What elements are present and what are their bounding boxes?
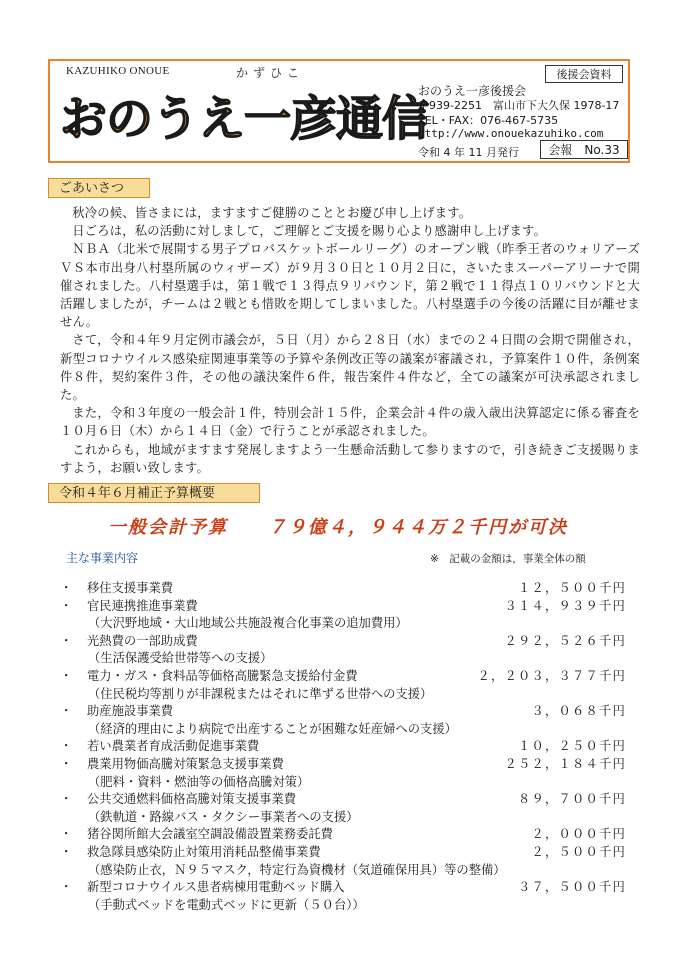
romaji-name: KAZUHIKO ONOUE — [66, 65, 170, 77]
bullet-icon: ・ — [60, 668, 73, 683]
organization-url[interactable]: http://www.onouekazuhiko.com — [418, 127, 604, 140]
bullet-icon: ・ — [60, 827, 73, 842]
bullet-icon: ・ — [60, 792, 73, 807]
greeting-paragraph: また，令和３年度の一般会計１件，特別会計１５件，企業会計４件の歳入歳出決算認定に係る審査を１０月６日（木）から１４日（金）で行うことが承認されました。 — [60, 406, 640, 439]
budget-subhead: 主な事業内容 — [66, 551, 139, 565]
budget-item-amount: ２，５００千円 — [531, 844, 626, 859]
bullet-icon: ・ — [60, 880, 73, 895]
budget-item — [60, 824, 626, 842]
budget-item-amount: ３７，５００千円 — [518, 880, 626, 895]
budget-item-name: 救急隊員感染防止対策用消耗品整備事業費 — [87, 844, 321, 859]
budget-item-detail: （手動式ベッドを電動式ベッドに更新（５０台）） — [88, 897, 365, 912]
bullet-icon: ・ — [60, 756, 73, 771]
budget-item-name: 農業用物価高騰対策緊急支援事業費 — [87, 756, 284, 771]
budget-item-name: 若い農業者育成活動促進事業費 — [87, 739, 260, 754]
budget-item-list — [60, 578, 626, 912]
budget-item — [60, 578, 626, 596]
greeting-paragraph: 秋冷の候、皆さまには，ますますご健勝のこととお慶び申し上げます。 — [72, 206, 472, 220]
budget-item — [60, 631, 626, 649]
budget-item-detail-row — [60, 895, 626, 913]
bullet-icon: ・ — [60, 598, 73, 613]
issue-number: 会報 No.33 — [540, 140, 628, 159]
budget-item-name: 助産施設事業費 — [87, 704, 174, 719]
bullet-icon: ・ — [60, 739, 73, 754]
budget-item-name: 公共交通燃料価格高騰対策支援事業費 — [87, 792, 297, 807]
budget-item-detail: （肥料・資料・燃油等の価格高騰対策） — [88, 774, 310, 789]
budget-item-amount: ２５２，１８４千円 — [504, 756, 626, 771]
budget-item-amount: ２，２０３，３７７千円 — [477, 668, 626, 683]
greeting-paragraph: ＮＢＡ（北米で展開する男子プロバスケットボールリーグ）のオープン戦（昨季王者のウォリアーズＶＳ本市出身八村塁所属のウィザーズ）が９月３０日と１０月２日に，さいたまスーパーアリーナで開催されました。八村塁選手は，第１戦で１３得点９リバウンド，第２戦で１１得点１０リバウンドと大活躍しましたが，チームは２戦とも惜敗を期してしまいました。八村塁選手の今後の活躍に目が離せません。 — [60, 242, 640, 330]
greeting-paragraph: さて，令和４年９月定例市議会が，５日（月）から２８日（水）までの２４日間の会期で開催され，新型コロナウイルス感染症関連事業等の予算や条例改正等の議案が審議され，予算案件１０件，条例案件８件，契約案件３件，その他の議決案件６件，報告案件４件など，全ての議案が可決承認されました。 — [60, 333, 640, 403]
budget-item-detail: （住民税均等割りが非課税またはそれに準ずる世帯への支援） — [88, 686, 433, 701]
budget-item — [60, 842, 626, 860]
bullet-icon: ・ — [60, 633, 73, 648]
name-kana: かずひこ — [236, 66, 305, 80]
budget-item-amount: １２，５００千円 — [518, 581, 626, 595]
budget-item-detail: （感染防止衣，Ｎ９５マスク，特定行為資機材（気道確保用具）等の整備） — [88, 862, 506, 877]
budget-headline: 一般会計予算 ７９億４，９４４万２千円が可決 — [108, 517, 568, 538]
budget-item-name: 移住支援事業費 — [87, 581, 174, 595]
budget-item-detail-row — [60, 648, 626, 666]
budget-item-amount: ３１４，９３９千円 — [504, 598, 626, 613]
issue-date: 令和 4 年 11 月発行 — [418, 146, 519, 159]
budget-item-detail: （鉄軌道・路線バス・タクシー事業者への支援） — [88, 809, 359, 824]
organization-address: 〒939-2251 富山市下大久保 1978-17 — [418, 99, 620, 112]
newsletter-title: おのうえ一彦通信 — [60, 92, 428, 147]
organization-tel-fax: TEL・FAX：076-467-5735 — [418, 114, 559, 127]
budget-item — [60, 701, 626, 719]
section-tab-greeting: ごあいさつ — [48, 178, 150, 198]
bullet-icon: ・ — [60, 844, 73, 859]
greeting-paragraph: 日ごろは，私の活動に対しまして，ご理解とご支援を賜り心より感謝申し上げます。 — [72, 224, 546, 239]
budget-item-detail-row — [60, 613, 626, 631]
budget-item — [60, 666, 626, 684]
budget-item — [60, 789, 626, 807]
budget-item — [60, 596, 626, 614]
organization-name: おのうえ一彦後援会 — [418, 84, 527, 98]
budget-item — [60, 736, 626, 754]
budget-item-detail: （生活保護受給世帯等への支援） — [88, 651, 273, 666]
budget-item-amount: ８９，７００千円 — [518, 792, 626, 807]
budget-item — [60, 877, 626, 895]
section-tab-budget: 令和４年６月補正予算概要 — [48, 483, 260, 503]
greeting-paragraph: これからも，地域がますます発展しますよう一生懸命活動して参りますので，引き続きご支援賜りますよう，お願い致します。 — [60, 442, 640, 475]
budget-item-name: 官民連携推進事業費 — [87, 598, 198, 613]
budget-item — [60, 754, 626, 772]
budget-item-name: 新型コロナウイルス患者病棟用電動ベッド購入 — [87, 880, 345, 895]
amount-note: ※ 記載の金額は，事業全体の額 — [430, 553, 586, 565]
bullet-icon: ・ — [60, 704, 73, 719]
budget-item-name: 光熱費の一部助成費 — [87, 633, 198, 648]
budget-item-name: 猪谷関所館大会議室空調設備設置業務委託費 — [87, 827, 333, 842]
bullet-icon: ・ — [60, 581, 73, 595]
budget-item-amount: ３，０６８千円 — [531, 704, 626, 719]
budget-item-detail-row — [60, 719, 626, 737]
document-label: 後援会資料 — [545, 65, 623, 83]
budget-item-amount: ２９２，５２６千円 — [504, 633, 626, 648]
budget-item-detail: （経済的理由により病院で出産することが困難な妊産婦への支援） — [88, 721, 457, 736]
budget-item-amount: ２，０００千円 — [531, 827, 626, 842]
greeting-body — [60, 204, 640, 477]
budget-item-detail-row — [60, 684, 626, 702]
budget-item-amount: １０，２５０千円 — [518, 739, 626, 754]
budget-item-detail: （大沢野地域・大山地域公共施設複合化事業の追加費用） — [88, 616, 408, 631]
budget-item-detail-row — [60, 807, 626, 825]
budget-item-detail-row — [60, 772, 626, 790]
budget-item-detail-row — [60, 860, 626, 878]
budget-item-name: 電力・ガス・食料品等価格高騰緊急支援給付金費 — [87, 668, 358, 683]
